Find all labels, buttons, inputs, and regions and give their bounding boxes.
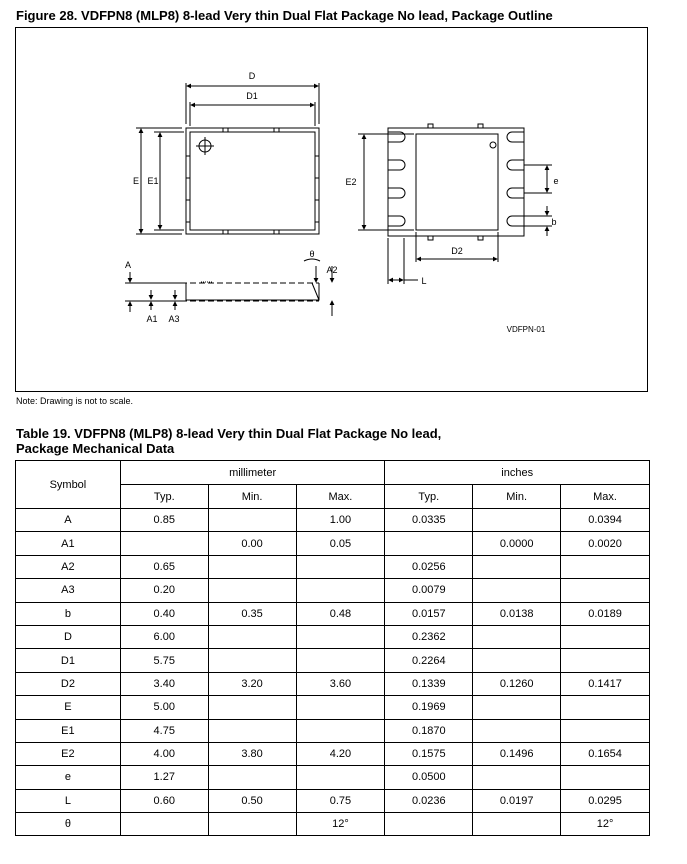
symbol-cell: A3 (16, 579, 121, 602)
value-cell (385, 532, 473, 555)
value-cell: 4.00 (120, 742, 208, 765)
value-cell (473, 509, 561, 532)
side-view (125, 259, 332, 316)
symbol-cell: D2 (16, 672, 121, 695)
value-cell: 5.75 (120, 649, 208, 672)
table-row (16, 649, 650, 672)
value-cell: 0.48 (296, 602, 385, 625)
value-cell: 1.00 (296, 509, 385, 532)
package-outline-drawing (16, 28, 649, 393)
value-cell: 0.0189 (561, 602, 650, 625)
value-cell (208, 696, 296, 719)
value-cell: 0.0157 (385, 602, 473, 625)
value-cell: 0.05 (296, 532, 385, 555)
sub-header: Max. (561, 485, 650, 509)
value-cell (296, 579, 385, 602)
value-cell (473, 649, 561, 672)
symbol-cell: L (16, 789, 121, 812)
value-cell: 0.2264 (385, 649, 473, 672)
symbol-cell: A (16, 509, 121, 532)
sub-header: Min. (473, 485, 561, 509)
value-cell: 0.1417 (561, 672, 650, 695)
label-D: D (248, 71, 256, 81)
value-cell: 6.00 (120, 625, 208, 648)
value-cell: 0.0256 (385, 555, 473, 578)
value-cell: 0.85 (120, 509, 208, 532)
value-cell (296, 696, 385, 719)
value-cell: 0.0236 (385, 789, 473, 812)
symbol-cell: e (16, 766, 121, 789)
value-cell (561, 555, 650, 578)
table-row (16, 789, 650, 812)
value-cell (473, 813, 561, 836)
value-cell (296, 649, 385, 672)
label-b: b (551, 217, 557, 227)
inches-header: inches (385, 461, 650, 485)
table-body (16, 509, 650, 836)
value-cell: 4.20 (296, 742, 385, 765)
symbol-cell: E (16, 696, 121, 719)
value-cell: 0.0500 (385, 766, 473, 789)
value-cell (473, 719, 561, 742)
sub-header: Typ. (385, 485, 473, 509)
table-row (16, 532, 650, 555)
value-cell (120, 532, 208, 555)
value-cell: 0.75 (296, 789, 385, 812)
label-A: A (124, 260, 132, 270)
value-cell: 4.75 (120, 719, 208, 742)
value-cell: 3.40 (120, 672, 208, 695)
value-cell (208, 625, 296, 648)
mechanical-data-table (15, 460, 650, 836)
symbol-cell: A2 (16, 555, 121, 578)
value-cell: 0.0197 (473, 789, 561, 812)
symbol-cell: A1 (16, 532, 121, 555)
value-cell (296, 766, 385, 789)
value-cell: 0.50 (208, 789, 296, 812)
label-D2: D2 (451, 246, 463, 256)
table-row (16, 696, 650, 719)
value-cell: 0.35 (208, 602, 296, 625)
value-cell: 0.0000 (473, 532, 561, 555)
value-cell: 0.1870 (385, 719, 473, 742)
value-cell: 0.0295 (561, 789, 650, 812)
value-cell (473, 555, 561, 578)
value-cell (561, 625, 650, 648)
value-cell: 0.1969 (385, 696, 473, 719)
value-cell (296, 625, 385, 648)
sub-header: Min. (208, 485, 296, 509)
value-cell: 0.0020 (561, 532, 650, 555)
value-cell (473, 766, 561, 789)
label-A3: A3 (168, 314, 180, 324)
figure-title: Figure 28. VDFPN8 (MLP8) 8-lead Very thin Dual Flat Package No lead, Package Outline (16, 8, 553, 23)
label-E: E (132, 176, 140, 186)
value-cell: 0.1654 (561, 742, 650, 765)
symbol-cell: θ (16, 813, 121, 836)
symbol-cell: E1 (16, 719, 121, 742)
value-cell (208, 649, 296, 672)
table-title (16, 426, 441, 456)
value-cell: 5.00 (120, 696, 208, 719)
value-cell: 0.0138 (473, 602, 561, 625)
symbol-cell: D1 (16, 649, 121, 672)
table-row (16, 509, 650, 532)
value-cell: 0.1496 (473, 742, 561, 765)
table-row (16, 766, 650, 789)
value-cell (208, 555, 296, 578)
drawing-note: Note: Drawing is not to scale. (16, 396, 134, 406)
value-cell (561, 579, 650, 602)
value-cell: 0.00 (208, 532, 296, 555)
table-title-line2: Package Mechanical Data (16, 441, 175, 456)
label-A1: A1 (146, 314, 158, 324)
table-row (16, 719, 650, 742)
value-cell: 0.60 (120, 789, 208, 812)
value-cell: 3.60 (296, 672, 385, 695)
value-cell: 0.40 (120, 602, 208, 625)
value-cell (561, 766, 650, 789)
table-row (16, 625, 650, 648)
value-cell: 0.0394 (561, 509, 650, 532)
label-E1: E1 (147, 176, 159, 186)
value-cell (208, 719, 296, 742)
value-cell (208, 813, 296, 836)
value-cell (385, 813, 473, 836)
table-title-line1: Table 19. VDFPN8 (MLP8) 8-lead Very thin Dual Flat Package No lead, (16, 426, 442, 441)
table-row (16, 813, 650, 836)
label-A2: A2 (326, 265, 338, 275)
value-cell (561, 649, 650, 672)
label-E2: E2 (345, 177, 357, 187)
table-row (16, 602, 650, 625)
value-cell: 0.20 (120, 579, 208, 602)
value-cell (296, 555, 385, 578)
value-cell (561, 696, 650, 719)
table-row (16, 742, 650, 765)
package-outline-figure (15, 27, 648, 392)
label-L: L (421, 276, 427, 286)
value-cell: 0.2362 (385, 625, 473, 648)
value-cell: 0.1339 (385, 672, 473, 695)
drawing-id: VDFPN-01 (506, 325, 546, 334)
value-cell: 0.65 (120, 555, 208, 578)
symbol-cell: D (16, 625, 121, 648)
value-cell (208, 579, 296, 602)
value-cell (208, 766, 296, 789)
millimeter-header: millimeter (120, 461, 385, 485)
table-row (16, 672, 650, 695)
bottom-view (358, 124, 552, 284)
value-cell (473, 579, 561, 602)
value-cell: 1.27 (120, 766, 208, 789)
value-cell: 3.80 (208, 742, 296, 765)
label-e: e (553, 176, 559, 186)
table-row (16, 579, 650, 602)
value-cell (561, 719, 650, 742)
sub-header: Typ. (120, 485, 208, 509)
label-theta: θ (309, 249, 315, 259)
value-cell: 0.1575 (385, 742, 473, 765)
label-D1: D1 (246, 91, 258, 101)
value-cell: 12° (296, 813, 385, 836)
value-cell: 12° (561, 813, 650, 836)
value-cell (473, 625, 561, 648)
value-cell: 0.0335 (385, 509, 473, 532)
value-cell (296, 719, 385, 742)
top-view (136, 83, 319, 234)
value-cell (473, 696, 561, 719)
value-cell: 0.0079 (385, 579, 473, 602)
value-cell (120, 813, 208, 836)
symbol-header: Symbol (16, 461, 121, 509)
symbol-cell: E2 (16, 742, 121, 765)
symbol-cell: b (16, 602, 121, 625)
value-cell (208, 509, 296, 532)
value-cell: 0.1260 (473, 672, 561, 695)
table-row (16, 555, 650, 578)
value-cell: 3.20 (208, 672, 296, 695)
sub-header: Max. (296, 485, 385, 509)
